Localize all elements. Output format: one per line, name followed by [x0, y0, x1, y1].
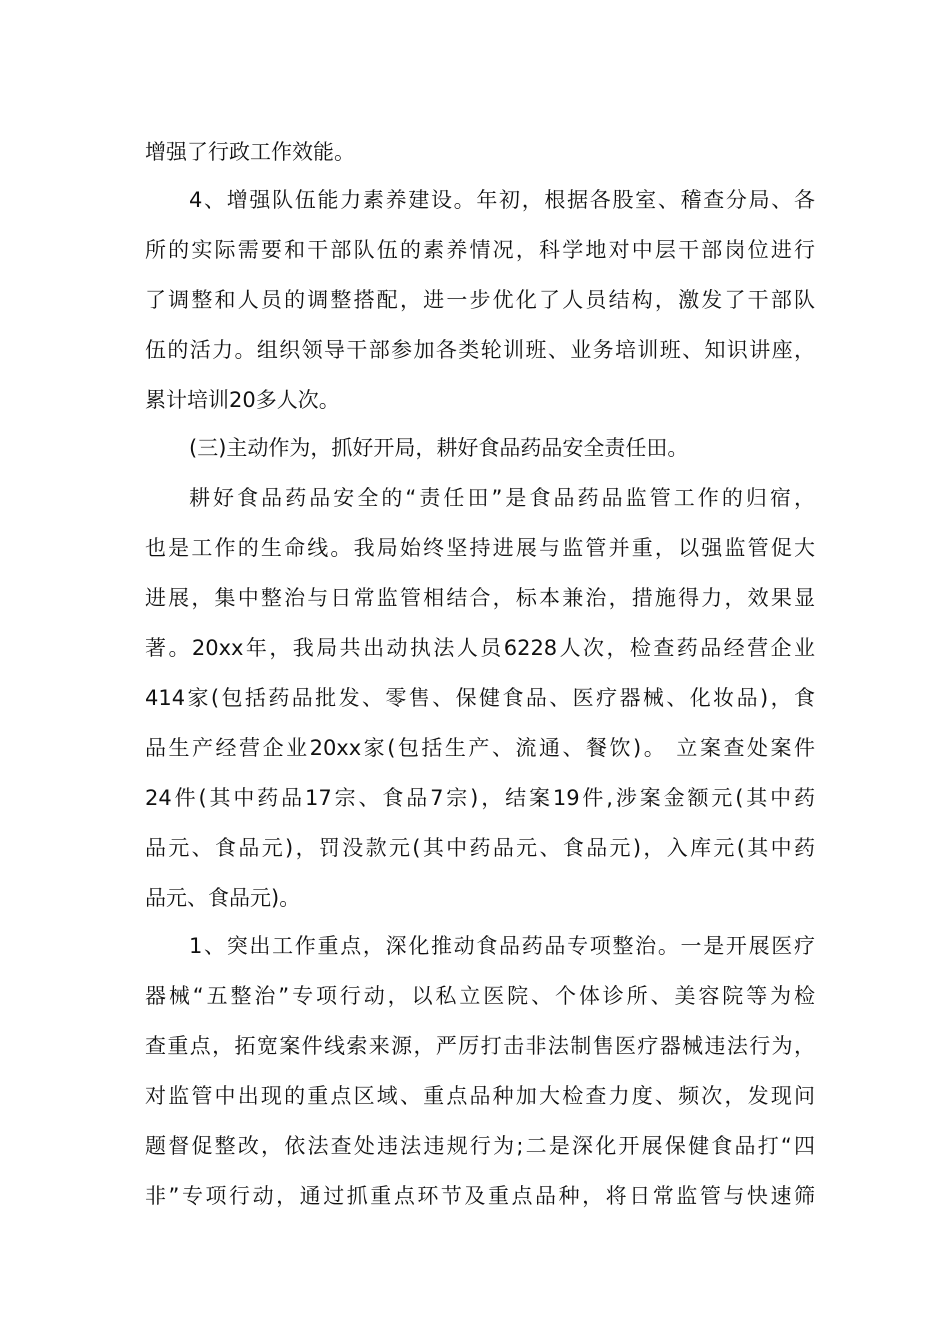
text-line-18: 器械“五整治”专项行动，以私立医院、个体诊所、美容院等为检 [145, 984, 815, 1008]
text-line-5: 伍的活力。组织领导干部参加各类轮训班、业务培训班、知识讲座， [145, 338, 815, 362]
text-line-6: 累计培训20多人次。 [145, 388, 340, 412]
text-line-3: 所的实际需要和干部队伍的素养情况，科学地对中层干部岗位进行 [145, 238, 815, 262]
text-line-7: (三)主动作为，抓好开局，耕好食品药品安全责任田。 [189, 436, 689, 460]
text-line-21: 题督促整改，依法查处违法违规行为;二是深化开展保健食品打“四 [145, 1134, 815, 1158]
text-line-1: 增强了行政工作效能。 [145, 140, 355, 164]
text-line-17: 1、突出工作重点，深化推动食品药品专项整治。一是开展医疗 [189, 934, 815, 958]
text-line-8: 耕好食品药品安全的“责任田”是食品药品监管工作的归宿， [189, 486, 815, 510]
text-line-22: 非”专项行动，通过抓重点环节及重点品种，将日常监管与快速筛 [145, 1184, 815, 1208]
text-line-13: 品生产经营企业20xx家(包括生产、流通、餐饮)。 立案查处案件 [145, 736, 815, 760]
text-line-10: 进展，集中整治与日常监管相结合，标本兼治，措施得力，效果显 [145, 586, 815, 610]
text-line-9: 也是工作的生命线。我局始终坚持进展与监管并重，以强监管促大 [145, 536, 815, 560]
text-line-15: 品元、食品元)，罚没款元(其中药品元、食品元)，入库元(其中药 [145, 836, 815, 860]
text-line-20: 对监管中出现的重点区域、重点品种加大检查力度、频次，发现问 [145, 1084, 815, 1108]
text-line-14: 24件(其中药品17宗、食品7宗)，结案19件,涉案金额元(其中药 [145, 786, 815, 810]
text-line-16: 品元、食品元)。 [145, 886, 301, 910]
text-line-2: 4、增强队伍能力素养建设。年初，根据各股室、稽查分局、各 [189, 188, 815, 212]
text-line-11: 著。20xx年，我局共出动执法人员6228人次，检查药品经营企业 [145, 636, 815, 660]
text-line-12: 414家(包括药品批发、零售、保健食品、医疗器械、化妆品)，食 [145, 686, 815, 710]
text-line-4: 了调整和人员的调整搭配，进一步优化了人员结构，激发了干部队 [145, 288, 815, 312]
text-line-19: 查重点，拓宽案件线索来源，严厉打击非法制售医疗器械违法行为， [145, 1034, 815, 1058]
